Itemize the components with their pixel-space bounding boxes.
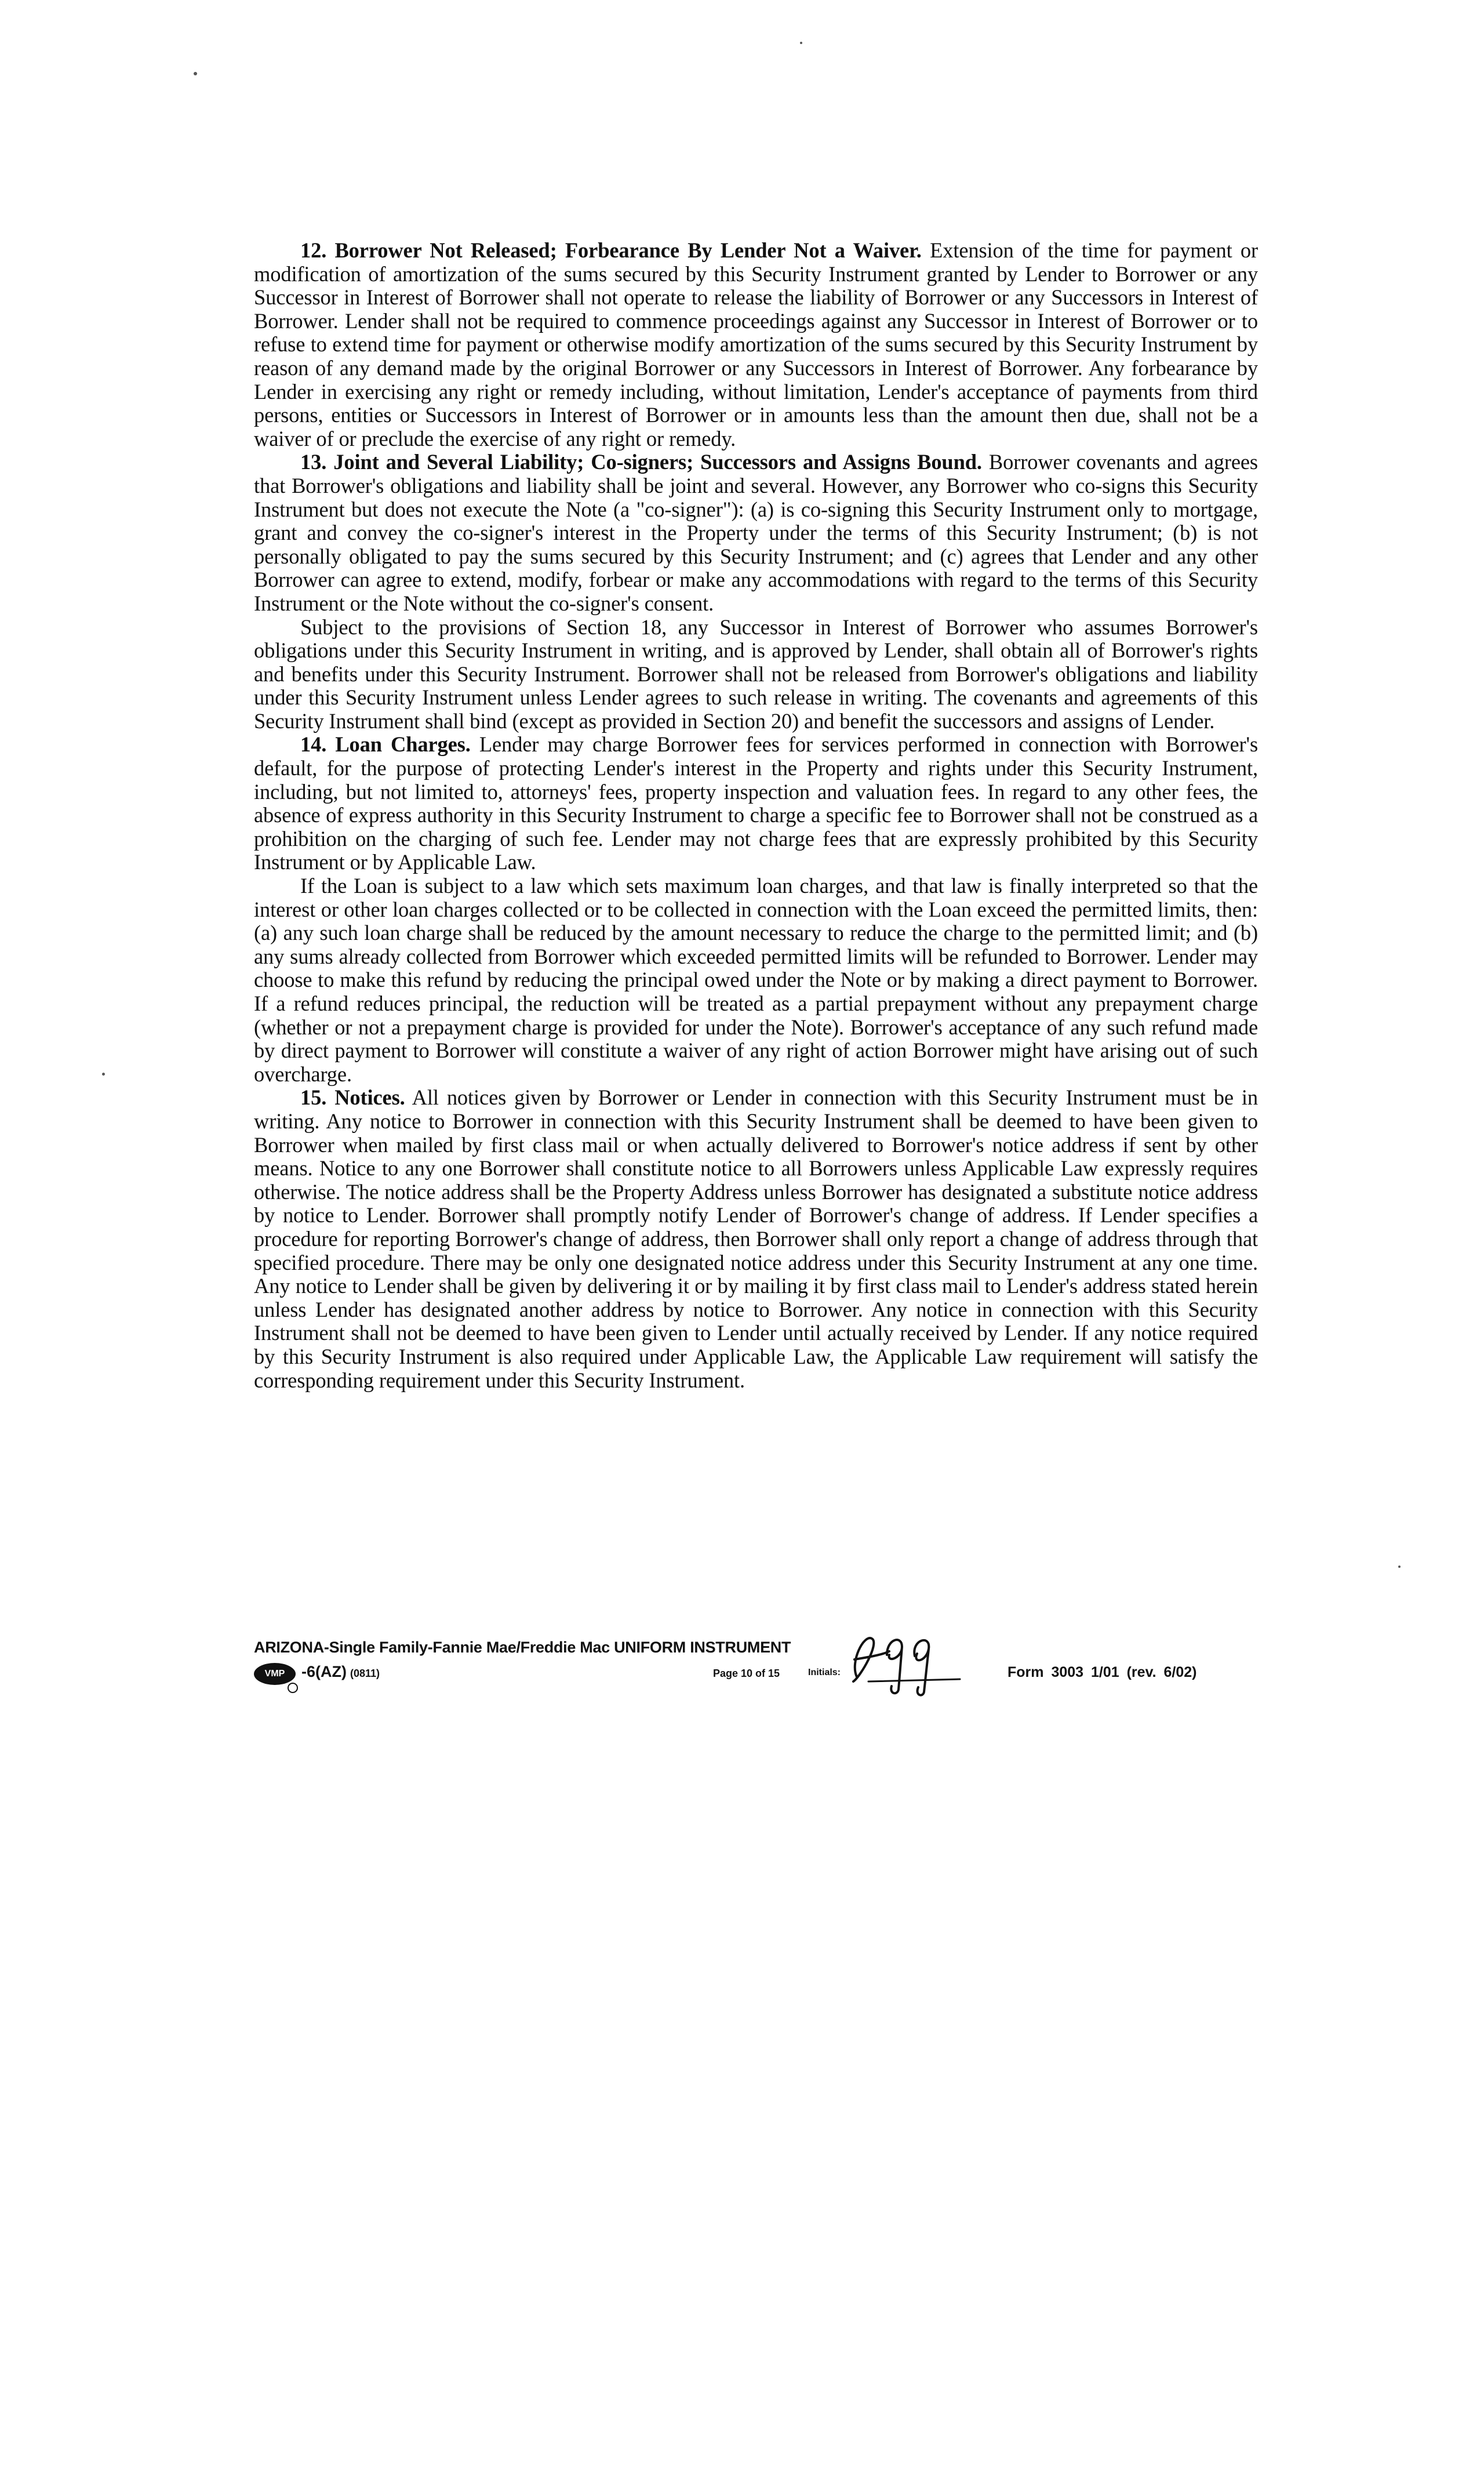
form-number: Form 3003 1/01 (rev. 6/02) bbox=[1007, 1664, 1197, 1680]
section-15-paragraph bbox=[254, 1086, 1258, 1392]
form-code bbox=[301, 1663, 380, 1681]
section-14-text: Lender may charge Borrower fees for services performed in connection with Borrower's default, for the purpose of protecting Lender's interest in the Property and rights under this Security Instrument, including, but not limited to, attorneys' fees, property inspection and valuation fees. In regard to any other fees, the absence of express authority in this Security Instrument to charge a specific fee to Borrower shall not be construed as a prohibition on the charging of such fee. Lender may not charge fees that are expressly prohibited by this Security Instrument or by Applicable Law. bbox=[254, 732, 1258, 874]
scan-speck bbox=[1398, 1566, 1401, 1568]
vmp-logo-icon: VMP bbox=[254, 1663, 296, 1685]
document-body bbox=[254, 239, 1258, 1392]
scan-speck bbox=[800, 42, 802, 44]
section-14-limits-text: If the Loan is subject to a law which sets maximum loan charges, and that law is finally interpreted so that the interest or other loan charges collected or to be collected in connection with the Loan exceed the permitted limits, then: (a) any such loan charge shall be reduced by the amount necessary to reduce the charge to the permitted limit; and (b) any sums already collected from Borrower which exceeded permitted limits will be refunded to Borrower. Lender may choose to make this refund by reducing the principal owed under the Note or by making a direct payment to Borrower. If a refund reduces principal, the reduction will be treated as a partial prepayment without any prepayment charge (whether or not a prepayment charge is provided for under the Note). Borrower's acceptance of any such refund made by direct payment to Borrower will constitute a waiver of any right of action Borrower might have arising out of such overcharge. bbox=[254, 874, 1258, 1086]
registered-mark-icon bbox=[288, 1683, 298, 1693]
section-15-heading: 15. Notices. bbox=[300, 1085, 405, 1110]
section-13-successors-paragraph bbox=[254, 616, 1258, 733]
form-code-main: -6(AZ) bbox=[301, 1663, 347, 1680]
scan-speck bbox=[194, 72, 197, 75]
page-number: Page 10 of 15 bbox=[713, 1668, 780, 1679]
section-15-text: All notices given by Borrower or Lender in connection with this Security Instrument must be in writing. Any notice to Borrower in connection with this Security Instrument shall be deemed to have been given to Borrower when mailed by first class mail or when actually delivered to Borrower's notice address if sent by other means. Notice to any one Borrower shall constitute notice to all Borrowers unless Applicable Law expressly requires otherwise. The notice address shall be the Property Address unless Borrower has designated a substitute notice address by notice to Lender. Borrower shall promptly notify Lender of Borrower's change of address. If Lender specifies a procedure for reporting Borrower's change of address, then Borrower shall only report a change of address through that specified procedure. There may be only one designated notice address under this Security Instrument at any one time. Any notice to Lender shall be given by delivering it or by mailing it by first class mail to Lender's address stated herein unless Lender has designated another address by notice to Borrower. Any notice in connection with this Security Instrument shall not be deemed to have been given to Lender until actually received by Lender. If any notice required by this Security Instrument is also required under Applicable Law, the Applicable Law requirement will satisfy the corresponding requirement under this Security Instrument. bbox=[254, 1085, 1258, 1392]
form-footer bbox=[254, 1634, 1258, 1698]
scan-speck bbox=[102, 1073, 105, 1076]
section-14-limits-paragraph bbox=[254, 874, 1258, 1086]
section-12-paragraph bbox=[254, 239, 1258, 451]
section-12-text: Extension of the time for payment or modification of amortization of the sums secured by this Security Instrument granted by Lender to Borrower or any Successor in Interest of Borrower shall not operate to release the liability of Borrower or any Successors in Interest of Borrower. Lender shall not be required to commence proceedings against any Successor in Interest of Borrower or to refuse to extend time for payment or otherwise modify amortization of the sums secured by this Security Instrument by reason of any demand made by the original Borrower or any Successors in Interest of Borrower. Any forbearance by Lender in exercising any right or remedy including, without limitation, Lender's acceptance of payments from third persons, entities or Successors in Interest of Borrower or in amounts less than the amount then due, shall not be a waiver of or preclude the exercise of any right or remedy. bbox=[254, 238, 1258, 451]
section-14-heading: 14. Loan Charges. bbox=[300, 732, 471, 757]
form-code-suffix: (0811) bbox=[350, 1668, 380, 1679]
handwritten-initials-signature bbox=[834, 1621, 967, 1698]
section-13-heading: 13. Joint and Several Liability; Co-signers; Successors and Assigns Bound. bbox=[300, 450, 982, 474]
section-13-paragraph bbox=[254, 451, 1258, 615]
section-13-text: Borrower covenants and agrees that Borrower's obligations and liability shall be joint and several. However, any Borrower who co-signs this Security Instrument but does not execute the Note (a "co-signer"): (a) is co-signing this Security Instrument only to mortgage, grant and convey the co-signer's interest in the Property under the terms of this Security Instrument; (b) is not personally obligated to pay the sums secured by this Security Instrument; and (c) agrees that Lender and any other Borrower can agree to extend, modify, forbear or make any accommodations with regard to the terms of this Security Instrument or the Note without the co-signer's consent. bbox=[254, 450, 1258, 615]
section-12-heading: 12. Borrower Not Released; Forbearance By Lender Not a Waiver. bbox=[300, 238, 922, 262]
section-13-successors-text: Subject to the provisions of Section 18, any Successor in Interest of Borrower who assumes Borrower's obligations under this Security Instrument in writing, and is approved by Lender, shall obtain all of Borrower's rights and benefits under this Security Instrument. Borrower shall not be released from Borrower's obligations and liability under this Security Instrument unless Lender agrees to such release in writing. The covenants and agreements of this Security Instrument shall bind (except as provided in Section 20) and benefit the successors and assigns of Lender. bbox=[254, 615, 1258, 733]
initials-label: Initials: bbox=[808, 1668, 841, 1677]
section-14-paragraph bbox=[254, 733, 1258, 874]
form-title: ARIZONA-Single Family-Fannie Mae/Freddie Mac UNIFORM INSTRUMENT bbox=[254, 1639, 791, 1656]
